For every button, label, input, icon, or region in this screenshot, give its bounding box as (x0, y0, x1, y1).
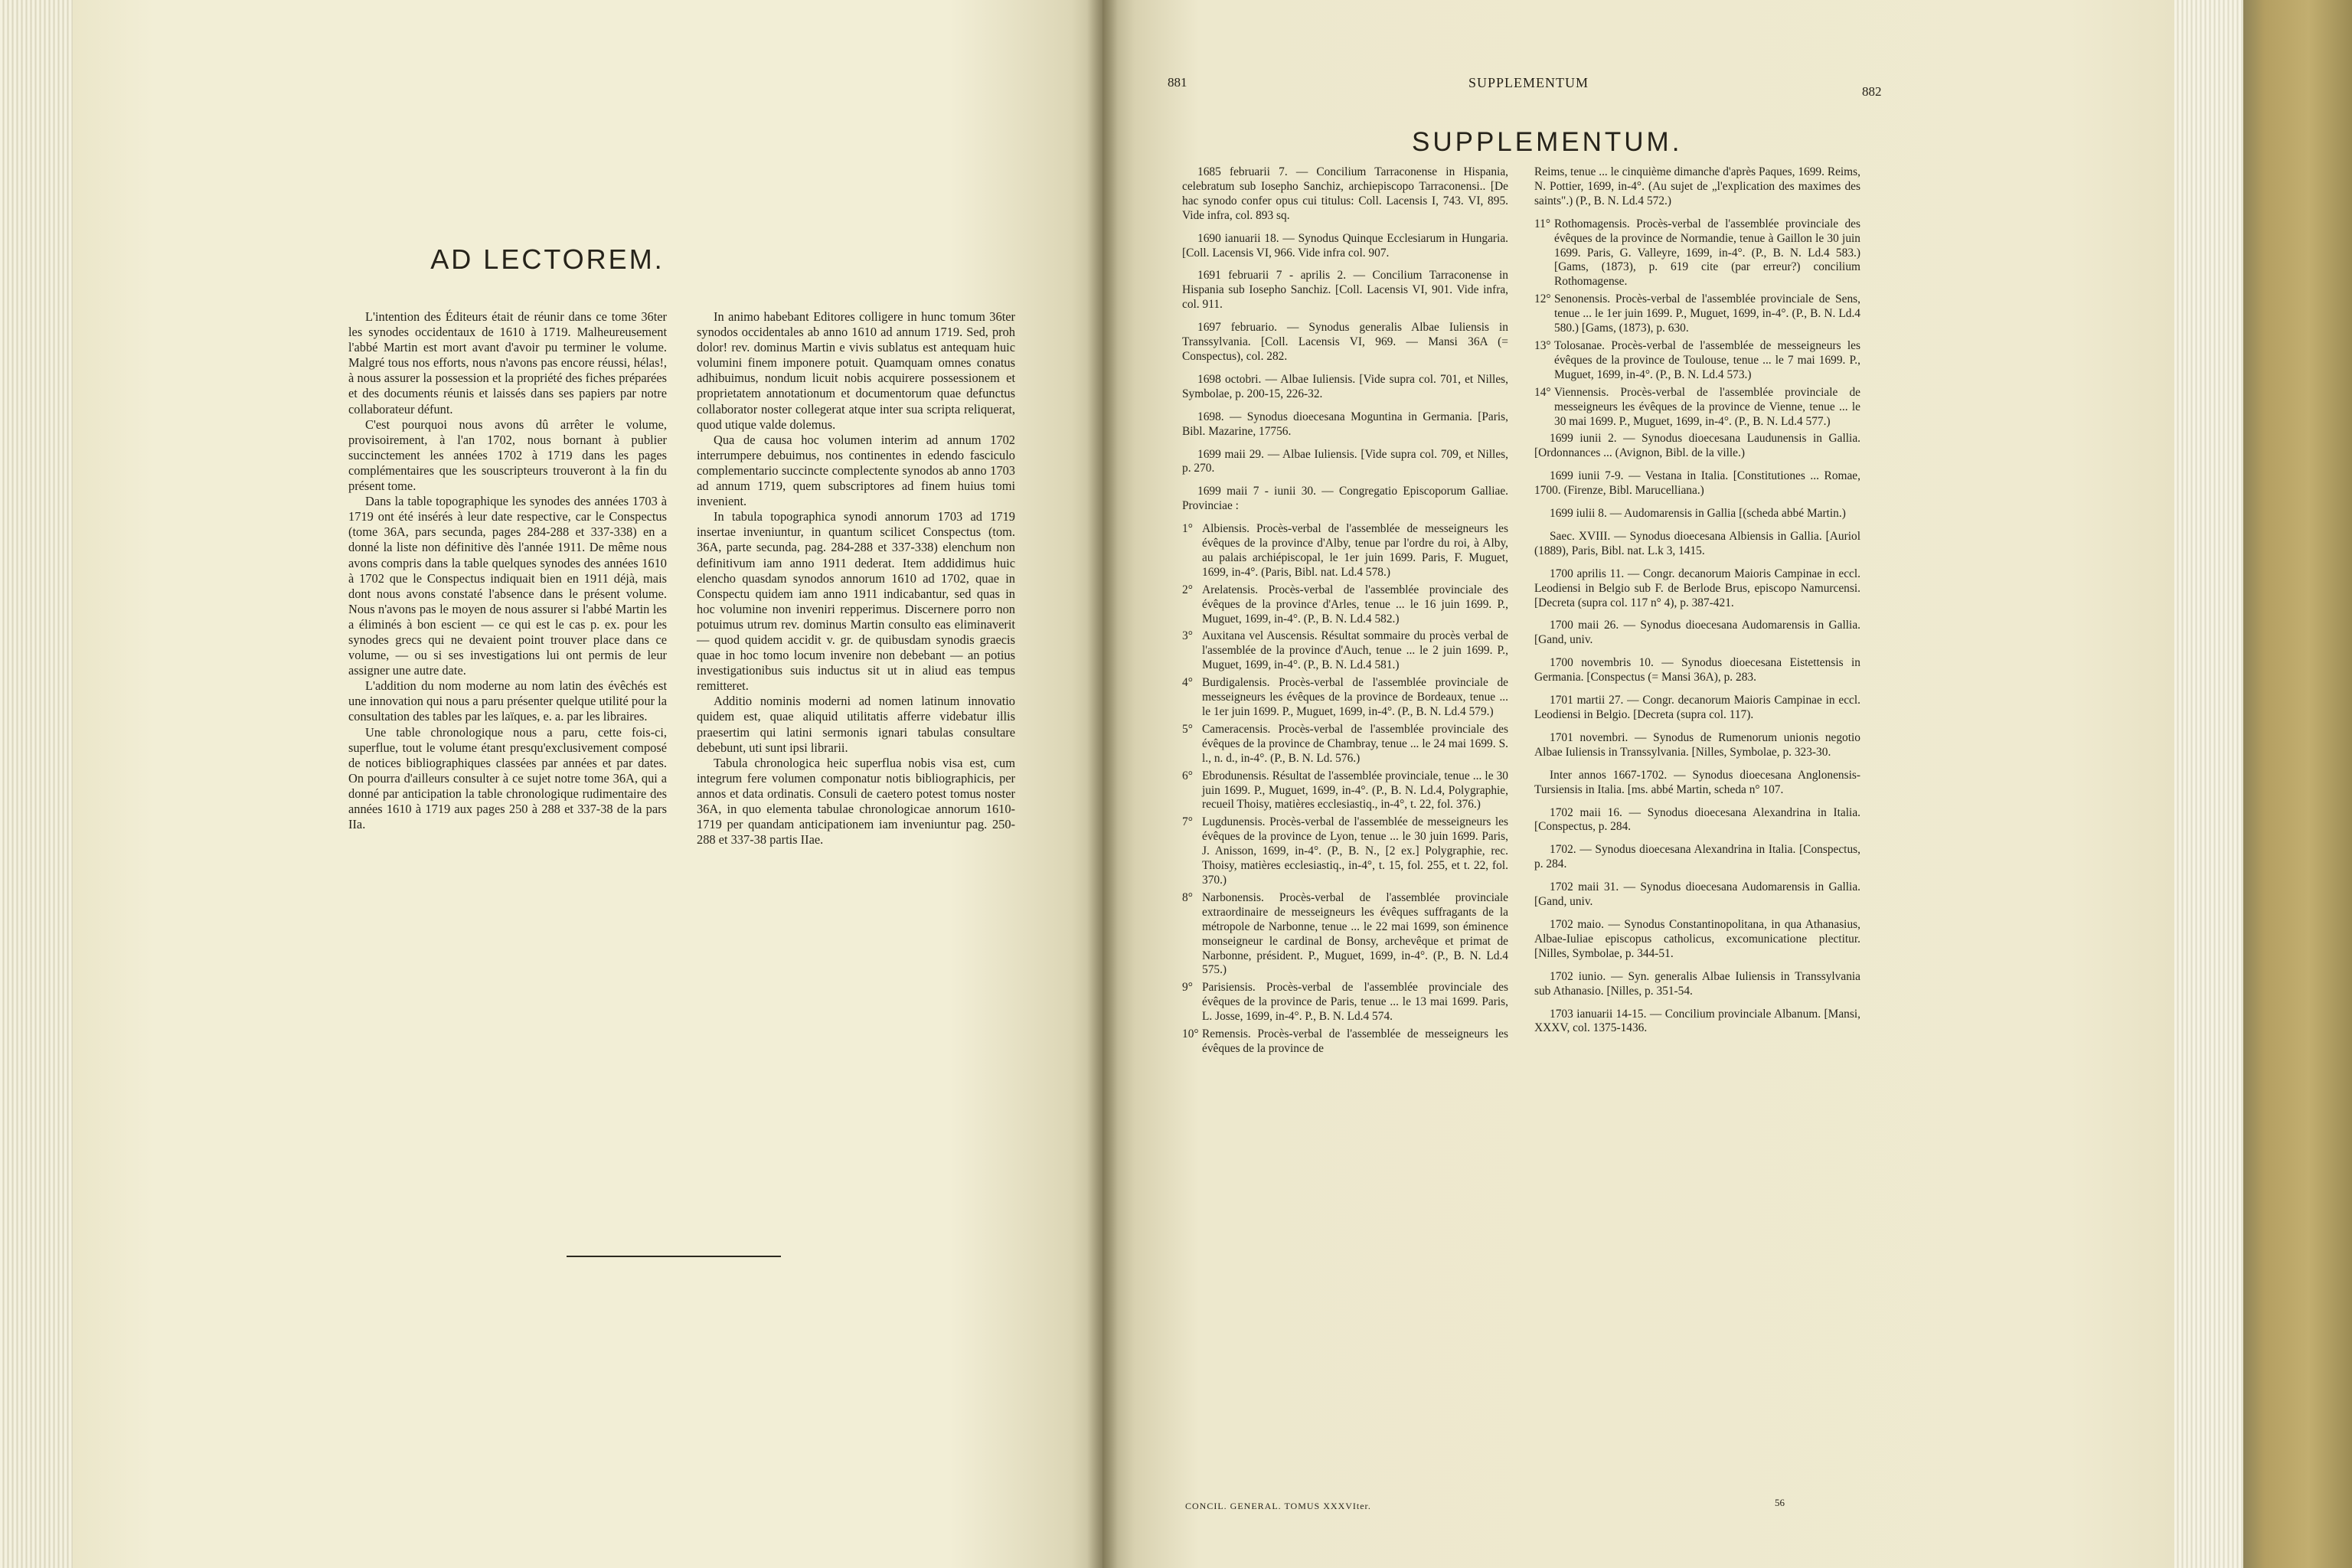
entry-text: 1700 novembris 10. — Synodus dioecesana Eistettensis in Germania. [Conspectus (= Mansi 36A), p. 283. (1534, 656, 1860, 684)
synod-entry (1534, 694, 1860, 723)
entry-text: Rothomagensis. Procès-verbal de l'assemblée provinciale des évêques de la province de Normandie, tenue à Gaillon le 30 juin 1699. Paris, G. Valleyre, 1699, in-4°. (P., B. N. Ld.4 583.) [Gams, (1873), p. 619 cite (par erreur?) concilium Rothomagense. (1554, 217, 1860, 289)
synod-entry (1534, 619, 1860, 648)
synod-entry (1534, 567, 1860, 611)
synod-entry (1534, 731, 1860, 760)
synod-entry (1534, 432, 1860, 461)
entry-text: Saec. XVIII. — Synodus dioecesana Albiensis in Gallia. [Auriol (1889), Paris, Bibl. nat. L.k 3, 1415. (1534, 529, 1860, 557)
synod-entry (1182, 321, 1508, 364)
numbered-entry (1534, 339, 1860, 383)
entry-text: 1702 maii 16. — Synodus dioecesana Alexandrina in Italia. [Conspectus, p. 284. (1534, 805, 1860, 834)
entry-text: Inter annos 1667-1702. — Synodus dioecesana Anglonensis-Tursiensis in Italia. [ms. abbé Martin, scheda n° 107. (1534, 768, 1860, 796)
entry-text: 1698 octobri. — Albae Iuliensis. [Vide supra col. 701, et Nilles, Symbolae, p. 200-15, 226-32. (1182, 372, 1508, 400)
synod-entry (1182, 232, 1508, 261)
entry-text: Reims, tenue ... le cinquième dimanche d'après Paques, 1699. Reims, N. Pottier, 1699, in-4°. (Au sujet de „l'explication des maximes des saints".) (P., B. N. Ld.4 572.) (1534, 165, 1860, 207)
entry-text: 1699 maii 7 - iunii 30. — Congregatio Episcoporum Galliae. Provinciae : (1182, 485, 1508, 513)
preface-paragraph: L'addition du nom moderne au nom latin des évêchés est une innovation qui nous a paru présenter quelque utilité pour la consultation des tables par les laïques, e. a. par les libraires. (348, 678, 667, 724)
running-title: SUPPLEMENTUM (1468, 75, 1589, 90)
left-page-edges (0, 0, 73, 1568)
column-number-left: 881 (1168, 75, 1187, 90)
preface-paragraph: Dans la table topographique les synodes des années 1703 à 1719 ont été insérés à leur date respective, car le Conspectus (tome 36A, pars secunda, pages 284-288 et 337-338) en a donné la liste non définitive dès l'année 1911. De même nous avons compris dans la table quelques synodes des années 1610 à 1702 que le Conspectus indiquait bien en 1911 déjà, mais dont nous avons constaté l'absence dans le présent volume. Nous n'avons pas le moyen de nous assurer si l'abbé Martin les a éliminés à bon escient — ce qui est le cas p. ex. pour les synodes grecs qui ne devaient point trouver place dans ce volume, — ou si ses investigations lui ont permis de leur assigner une autre date. (348, 494, 667, 678)
supplement-column-2 (1534, 165, 1860, 1044)
entry-number: 5° (1182, 722, 1193, 736)
entry-number: 4° (1182, 676, 1193, 690)
entry-text: Auxitana vel Auscensis. Résultat sommaire du procès verbal de l'assemblée de la province d'Auch, tenue ... le 2 juin 1699. P., Muguet, 1699, in-4°. (P., B. N. Ld.4 581.) (1202, 629, 1508, 672)
preface-paragraph: Additio nominis moderni ad nomen latinum innovatio quidem est, quae aliquid utilitatis afferre videbatur illis praesertim qui latini sermonis ignari tabulas consultare debebunt, uti sunt ipsi librarii. (697, 694, 1015, 755)
entry-text: 1701 martii 27. — Congr. decanorum Maioris Campinae in eccl. Leodiensi in Belgio. [Decreta (supra col. 117). (1534, 694, 1860, 721)
entry-number: 3° (1182, 629, 1193, 643)
preface-paragraph: In animo habebant Editores colligere in hunc tomum 36ter synodos occidentales ab anno 1610 ad annum 1719. Sed, proh dolor! rev. dominus Martin e vivis sublatus est antequam huic volumini finem imponere potuit. Quamquam omnes conatus adhibuimus, nondum licuit nobis acquirere possessionem et proprietatem annotationum et documentorum quae defunctus collaborator noster collegerat atque inter sua scripta reliquerat, quod utique valde dolemus. (697, 309, 1015, 432)
preface-paragraph: C'est pourquoi nous avons dû arrêter le volume, provisoirement, à l'an 1702, nous bornant à publier succinctement les années 1702 à 1719 dans les pages complémentaires que les souscripteurs trouveront à la fin du présent tome. (348, 416, 667, 494)
entry-text: Lugdunensis. Procès-verbal de l'assemblée de messeigneurs les évêques de la province de Lyon, tenue ... le 30 juin 1699. Paris, J. Anisson, 1699, in-4°. (P., B. N., [2 ex.] Polygraphie, rec. Thoisy, matières ecclesiastiq., in-4°, t. 15, fol. 255, et t. 22, fol. 370.) (1202, 815, 1508, 887)
synod-entry (1534, 469, 1860, 498)
entry-text: Albiensis. Procès-verbal de l'assemblée de messeigneurs les évêques de la province d'Alby, tenue par l'ordre du roi, à Alby, au palais archiépiscopal, le 1er juin 1699. Paris, F. Muguet, 1699, in-4°. (Paris, Bibl. nat. Ld.4 578.) (1202, 522, 1508, 579)
synod-entry (1534, 970, 1860, 999)
entry-text: Viennensis. Procès-verbal de l'assemblée provinciale de messeigneurs les évêques de la province de Vienne, tenue ... le 30 mai 1699. P., Muguet, 1699, in-4°. (P., B. N. Ld.4 577.) (1554, 385, 1860, 428)
preface-paragraph: Qua de causa hoc volumen interim ad annum 1702 interrumpere debuimus, nos continentes in edendo fasciculo complementario succincte complectente synodos ab anno 1703 ad annum 1719, quem subscriptores ad finem huius tomi invenient. (697, 432, 1015, 509)
entry-text: 1698. — Synodus dioecesana Moguntina in Germania. [Paris, Bibl. Mazarine, 17756. (1182, 410, 1508, 438)
entry-number: 13° (1534, 338, 1551, 352)
entry-text: Senonensis. Procès-verbal de l'assemblée provinciale de Sens, tenue ... le 1er juin 1699. P., Muguet, 1699, in-4°. (P., B. N. Ld.4 580.) [Gams, (1873), p. 630. (1554, 292, 1860, 335)
synod-entry (1534, 806, 1860, 835)
numbered-entry (1182, 769, 1508, 813)
entry-text: 1699 iunii 7-9. — Vestana in Italia. [Constitutiones ... Romae, 1700. (Firenze, Bibl. Marucelliana.) (1534, 469, 1860, 498)
synod-entry (1534, 769, 1860, 798)
entry-number: 1° (1182, 522, 1193, 536)
entry-text: Remensis. Procès-verbal de l'assemblée de messeigneurs les évêques de la province de (1202, 1027, 1508, 1055)
numbered-entry (1182, 522, 1508, 580)
entry-number: 14° (1534, 385, 1551, 399)
synod-entry (1182, 448, 1508, 477)
numbered-entry (1534, 292, 1860, 336)
entry-text: 1691 februarii 7 - aprilis 2. — Concilium Tarraconense in Hispania sub Iosepho Sanchiz. [Coll. Lacensis VI, 901. Vide infra, col. 911. (1182, 269, 1508, 312)
synod-entry (1534, 656, 1860, 685)
signature-mark: CONCIL. GENERAL. TOMUS XXXVIter. (1185, 1501, 1371, 1511)
entry-text: Narbonensis. Procès-verbal de l'assemblée provinciale extraordinaire de messeigneurs les évêques suffragants de la métropole de Narbonne, tenue ... le 22 mai 1699, son éminence monseigneur le cardinal de Bonsy, archevêque et primat de Narbonne, président. P., Muguet, 1699, in-4°. (P., B. N. Ld.4 575.) (1202, 890, 1508, 977)
preface-french-column (348, 309, 667, 832)
synod-entry (1182, 485, 1508, 514)
entry-number: 7° (1182, 815, 1193, 829)
synod-entry (1182, 410, 1508, 439)
entry-text: Parisiensis. Procès-verbal de l'assemblée provinciale des évêques de la province de Paris, tenue ... le 13 mai 1699. Paris, L. Josse, 1699, in-4°. P., B. N. Ld.4 574. (1202, 981, 1508, 1024)
synod-entry (1182, 373, 1508, 402)
signature-number: 56 (1775, 1497, 1785, 1508)
entry-text: 1702 maii 31. — Synodus dioecesana Audomarensis in Gallia. [Gand, univ. (1534, 880, 1860, 909)
entry-text: Burdigalensis. Procès-verbal de l'assemblée provinciale de messeigneurs les évêques de la province de Bordeaux, tenue ... le 1er juin 1699. P., Muguet, 1699, in-4°. (P., B. N. Ld.4 579.) (1202, 676, 1508, 718)
entry-number: 2° (1182, 583, 1193, 596)
numbered-entry (1534, 217, 1860, 290)
synod-entry (1534, 843, 1860, 872)
entry-number: 8° (1182, 890, 1193, 904)
entry-text: 1699 iunii 2. — Synodus dioecesana Laudunensis in Gallia. [Ordonnances ... (Avignon, Bibl. de la ville.) (1534, 432, 1860, 460)
entry-text: 1700 maii 26. — Synodus dioecesana Audomarensis in Gallia. [Gand, univ. (1534, 619, 1860, 647)
entry-text: 1702. — Synodus dioecesana Alexandrina in Italia. [Conspectus, p. 284. (1534, 843, 1860, 871)
synod-entry (1534, 880, 1860, 910)
column-number-right: 882 (1862, 84, 1882, 99)
synod-entry (1534, 507, 1860, 521)
entry-text: 1685 februarii 7. — Concilium Tarraconense in Hispania, celebratum sub Iosepho Sanchiz, archiepiscopo Tarraconensi.. [De hac synodo confer opus cui titulus: Coll. Lacensis I, 743. VI, 895. Vide infra, col. 893 sq. (1182, 165, 1508, 222)
entry-text: 1699 maii 29. — Albae Iuliensis. [Vide supra col. 709, et Nilles, p. 270. (1182, 447, 1508, 475)
preface-paragraph: Une table chronologique nous a paru, cette fois-ci, superflue, tout le volume étant presqu'exclusivement composé de notices bibliographiques classées par années et par dates. On pourra d'ailleurs consulter à ce sujet notre tome 36A, qui a donné par anticipation la table chronologique rudimentaire des années 1610 à 1719 aux pages 250 à 288 et 337-38 de la pars IIa. (348, 724, 667, 832)
numbered-entry (1182, 723, 1508, 766)
preface-title: AD LECTOREM. (430, 243, 665, 275)
entry-text: Arelatensis. Procès-verbal de l'assemblée provinciale des évêques de la province d'Arles, tenue ... le 16 juin 1699. P., Muguet, 1699, in-4°. (P., B. N. Ld.4 582.) (1202, 583, 1508, 626)
supplement-title: SUPPLEMENTUM. (1412, 127, 1683, 157)
entry-number: 10° (1182, 1027, 1199, 1041)
entry-text: 1699 iulii 8. — Audomarensis in Gallia [(scheda abbé Martin.) (1550, 507, 1846, 521)
synod-entry (1182, 269, 1508, 312)
entry-text: 1703 ianuarii 14-15. — Concilium provinciale Albanum. [Mansi, XXXV, col. 1375-1436. (1534, 1007, 1860, 1035)
entry-number: 12° (1534, 292, 1551, 306)
entry-text: Ebrodunensis. Résultat de l'assemblée provinciale, tenue ... le 30 juin 1699. P., Muguet, 1699, in-4°. (P., B. N. Ld.4, Polygraphie, recueil Thoisy, matières ecclesiastiq., in-4°, t. 22, fol. 376.) (1202, 769, 1508, 812)
entry-text: 1690 ianuarii 18. — Synodus Quinque Ecclesiarum in Hungaria. [Coll. Lacensis VI, 966. Vide infra col. 907. (1182, 231, 1508, 260)
supplement-column-1 (1182, 165, 1508, 1060)
entry-text: 1697 februario. — Synodus generalis Albae Iuliensis in Transsylvania. [Coll. Lacensis VI, 969. — Mansi 36A (= Conspectus), col. 282. (1182, 321, 1508, 363)
synod-entry (1182, 165, 1508, 224)
numbered-entry (1182, 815, 1508, 888)
preface-paragraph: Tabula chronologica heic superflua nobis visa est, cum integrum fere volumen componatur notis bibliographicis, per annos et data ordinatis. Consuli de caetero potest tomus noster 36A, in quo elementa tabulae chronologicae annorum 1610-1719 per quandam anticipationem iam inveniuntur pag. 250-288 et 337-38 partis IIae. (697, 755, 1015, 848)
numbered-entry (1182, 583, 1508, 627)
synod-entry (1534, 530, 1860, 559)
preface-paragraph: In tabula topographica synodi annorum 1703 ad 1719 insertae inveniuntur, in quantum scilicet Conspectus (tom. 36A, parte secunda, pag. 284-288 et 337-338) elenchum non definitivum iam anno 1911 dederat. Item addidimus huic elencho quasdam synodos annorum 1610 ad 1702, quae in Conspectu quidem iam anno 1911 indicabantur, sed quas in hoc volumine non inveniri repperimus. Discernere porro non potuimus utrum rev. dominus Martin consulto eas eliminaverit — quod quidem accidit v. gr. de quibusdam synodis graecis quae in hoc tomo locum invenire non debebant — an potius investigationibus suis inductus sit ut in aliud eas tempus remitteret. (697, 509, 1015, 694)
book-gutter (1087, 0, 1118, 1568)
entry-text: Cameracensis. Procès-verbal de l'assemblée provinciale des évêques de la province de Chambray, tenue ... le 24 mai 1699. S. l., n. d., in-4°. (P., B. N. Ld. 576.) (1202, 722, 1508, 765)
right-page-edges (2174, 0, 2243, 1568)
numbered-entry (1182, 1027, 1508, 1057)
entry-text: 1702 maio. — Synodus Constantinopolitana, in qua Athanasius, Albae-Iuliae episcopus catholicus, excomunicatione plectitur. [Nilles, Symbolae, p. 344-51. (1534, 917, 1860, 960)
preface-paragraph: L'intention des Éditeurs était de réunir dans ce tome 36ter les synodes occidentaux de 1610 à 1719. Malheureusement l'abbé Martin est mort avant d'avoir pu terminer le volume. Malgré tous nos efforts, nous n'avons pas encore réussi, hélas!, à nous assurer la possession et la propriété des fiches préparées et des documents réunis et laissés dans ses papiers par notre collaborateur défunt. (348, 309, 667, 416)
synod-entry (1534, 918, 1860, 962)
numbered-entry (1182, 629, 1508, 673)
entry-number: 9° (1182, 981, 1193, 995)
entry-number: 6° (1182, 769, 1193, 782)
synod-entry (1534, 165, 1860, 209)
synod-entry (1534, 1008, 1860, 1037)
numbered-entry (1182, 676, 1508, 720)
book-cover-edge (2243, 0, 2352, 1568)
closing-rule (567, 1256, 781, 1257)
entry-text: 1700 aprilis 11. — Congr. decanorum Maioris Campinae in eccl. Leodiensi in Belgio sub F. de Berlode Brus, episcopo Namurcensi. [Decreta (supra col. 117 n° 4), p. 387-421. (1534, 567, 1860, 609)
entry-text: Tolosanae. Procès-verbal de l'assemblée de messeigneurs les évêques de la province de Toulouse, tenue ... le 7 mai 1699. P., Muguet, 1699, in-4°. (P., B. N. Ld.4 573.) (1554, 338, 1860, 381)
entry-number: 11° (1534, 217, 1550, 230)
preface-latin-column (697, 309, 1015, 848)
entry-text: 1702 iunio. — Syn. generalis Albae Iuliensis in Transsylvania sub Athanasio. [Nilles, p. 351-54. (1534, 969, 1860, 998)
entry-text: 1701 novembri. — Synodus de Rumenorum unionis negotio Albae Iuliensis in Transsylvania. [Nilles, Symbolae, p. 323-30. (1534, 730, 1860, 759)
numbered-entry (1182, 981, 1508, 1024)
numbered-entry (1182, 891, 1508, 978)
numbered-entry (1534, 386, 1860, 430)
